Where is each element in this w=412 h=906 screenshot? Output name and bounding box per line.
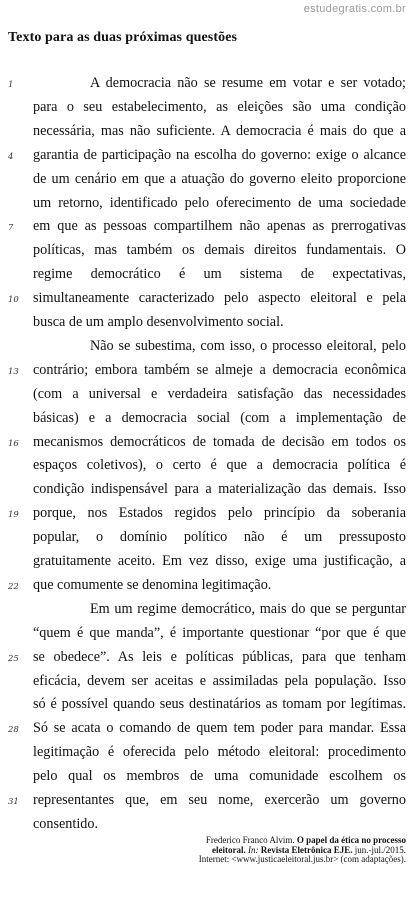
source-journal: Revista Eletrônica EJE. xyxy=(260,844,353,855)
line-number: 25 xyxy=(8,653,19,664)
text-line: contrário; embora também se almeje a democracia econômica xyxy=(33,361,406,378)
line-number: 4 xyxy=(8,151,14,162)
text-line: consentido. xyxy=(33,815,99,832)
text-line: popular, o domínio político não é um pressuposto xyxy=(33,529,406,546)
text-line: em que as pessoas compartilhem não apenas as prerrogativas xyxy=(33,218,406,235)
text-line: simultaneamente caracterizado pelo aspecto eleitoral e pela xyxy=(33,290,406,307)
text-line: porque, nos Estados regidos pelo princípio da soberania xyxy=(33,505,406,522)
text-line: regime democrático é um sistema de expectativas, xyxy=(33,266,406,283)
source-internet: Internet: <www.justicaeleitoral.jus.br> (com adaptações). xyxy=(198,854,406,864)
text-line: básicas) e a democracia social (com a implementação de xyxy=(33,409,406,426)
text-line: A democracia não se resume em votar e ser votado; xyxy=(90,75,406,91)
text-line: que comumente se denomina legitimação. xyxy=(33,576,272,593)
line-number: 16 xyxy=(8,438,19,449)
text-line: garantia de participação na escolha do governo: exige o alcance xyxy=(33,146,406,163)
text-line: Em um regime democrático, mais do que se perguntar xyxy=(90,600,406,617)
line-number: 22 xyxy=(8,581,19,592)
text-line: só é possível quando seus destinatários as tomam por legítimas. xyxy=(33,696,406,713)
text-line: espaços coletivos), o certo é que a democracia política é xyxy=(33,457,406,474)
text-line: Não se subestima, com isso, o processo eleitoral, pelo xyxy=(90,337,406,354)
source-in: In: xyxy=(248,844,259,855)
source-article: O papel da ética no processo eleitoral. xyxy=(212,835,406,855)
text-line: políticas, mas também os demais direitos fundamentais. O xyxy=(33,242,406,259)
text-line: pelo qual os membros de uma comunidade escolhem os xyxy=(33,768,406,785)
line-number: 28 xyxy=(8,725,19,736)
text-line: um retorno, identificado pelo oferecimento de uma sociedade xyxy=(33,194,406,211)
text-line: “quem é que manda”, é importante questionar “por que é que xyxy=(33,624,406,641)
source-citation xyxy=(181,836,406,865)
text-line: Só se acata o comando de quem tem poder para mandar. Essa xyxy=(33,720,406,737)
line-number: 13 xyxy=(8,366,19,377)
text-line: busca de um amplo desenvolvimento social. xyxy=(33,314,284,330)
line-number: 31 xyxy=(8,797,19,807)
text-line: representantes que, em seu nome, exercerão um governo xyxy=(33,792,406,808)
text-line: mecanismos democráticos de tomada de decisão em todos os xyxy=(33,433,406,450)
text-line: (com a universal e verdadeira satisfação das necessidades xyxy=(33,385,406,402)
text-line: para o seu estabelecimento, as eleições são uma condição xyxy=(33,98,406,115)
text-line: necessária, mas não suficiente. A democracia é mais do que a xyxy=(33,122,406,139)
text-line: de um cenário em que a atuação do governo eleito proporcione xyxy=(33,170,406,187)
line-number: 10 xyxy=(8,295,19,306)
section-title: Texto para as duas próximas questões xyxy=(8,30,238,45)
text-line: gratuitamente aceito. Em vez disso, exige uma justificação, a xyxy=(33,553,406,569)
text-line: condição indispensável para a materialização das demais. Isso xyxy=(33,481,406,498)
text-line: se obedece”. As leis e políticas públicas, para que tenham xyxy=(33,648,406,665)
source-date: jun.-jul./2015. xyxy=(354,844,406,855)
line-number: 19 xyxy=(8,510,19,521)
text-line: eficácia, devem ser aceitas e assimiladas pela população. Isso xyxy=(33,672,406,689)
watermark: estudegratis.com.br xyxy=(303,3,406,15)
source-author: Frederico Franco Alvim. xyxy=(205,835,295,845)
text-line: legitimação é oferecida pelo método eleitoral: procedimento xyxy=(33,744,406,761)
line-number: 1 xyxy=(8,80,14,90)
line-number: 7 xyxy=(8,223,14,234)
